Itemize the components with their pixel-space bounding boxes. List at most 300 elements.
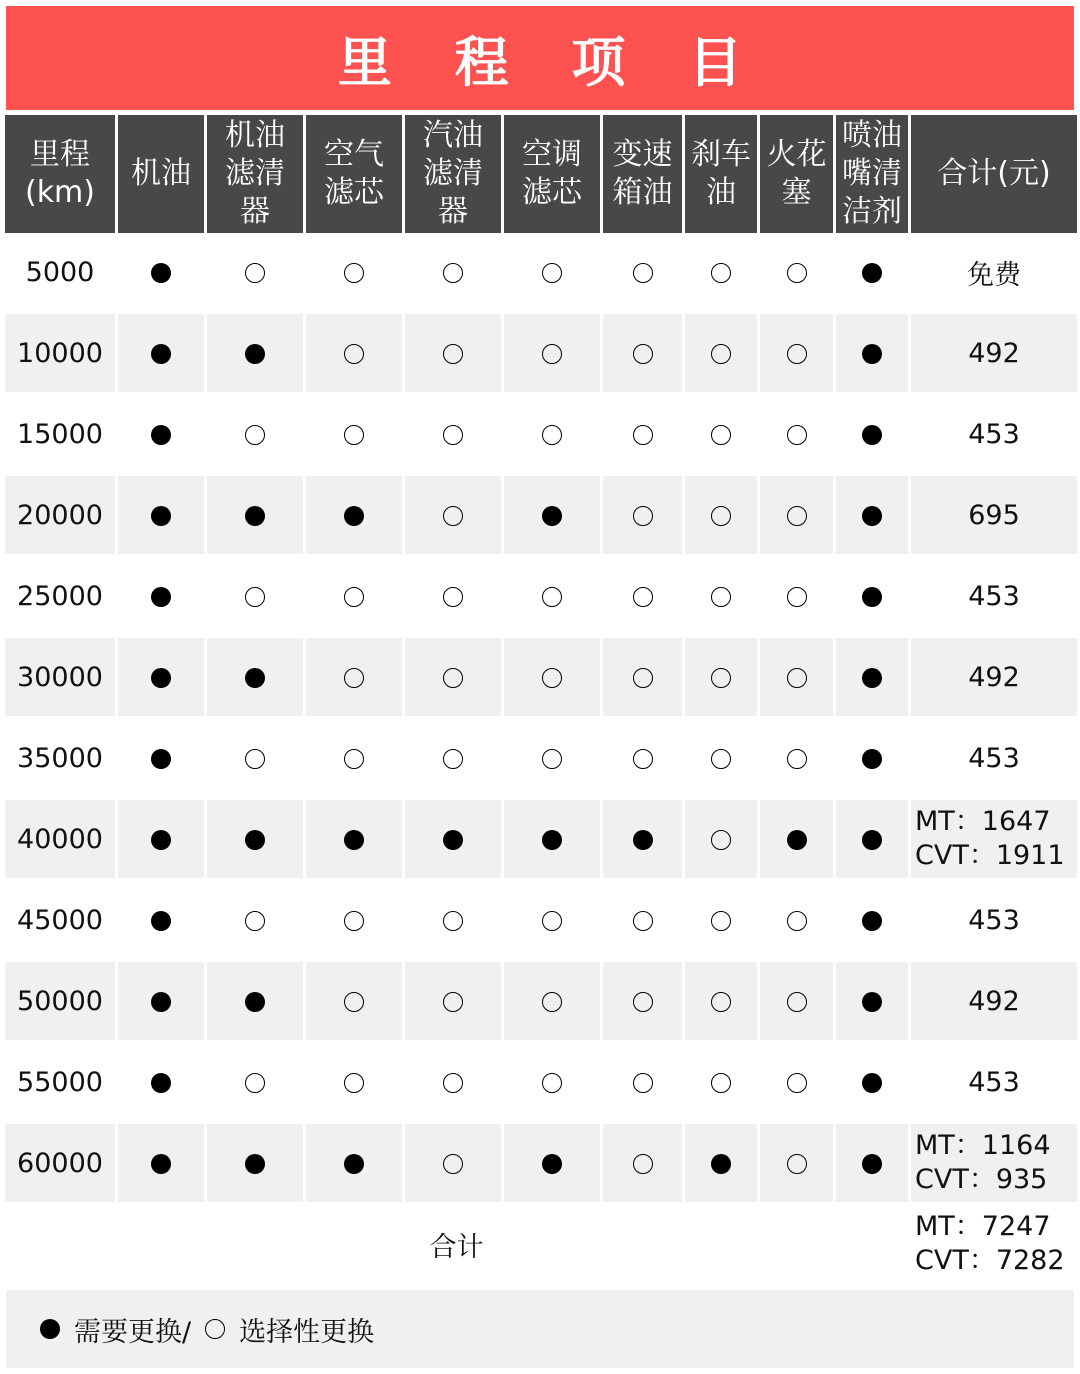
hollow-dot-icon xyxy=(787,506,807,526)
cell-line: 刹车 xyxy=(691,137,751,172)
filled-dot-icon xyxy=(542,506,562,526)
mark-cell xyxy=(118,395,204,473)
hollow-dot-icon xyxy=(711,425,731,445)
cell-line: 滤芯 xyxy=(522,175,582,210)
cost-cell xyxy=(911,1124,1077,1202)
mark-cell xyxy=(405,719,501,797)
hollow-dot-icon xyxy=(245,263,265,283)
mark-cell xyxy=(836,233,908,311)
mark-cell xyxy=(207,557,303,635)
total-row xyxy=(5,1205,1077,1283)
filled-dot-icon xyxy=(542,830,562,850)
mark-cell xyxy=(405,800,501,878)
column-header xyxy=(306,115,402,233)
mark-cell xyxy=(504,881,600,959)
mark-cell xyxy=(306,476,402,554)
mark-cell xyxy=(603,557,682,635)
table-row xyxy=(5,476,1077,554)
hollow-dot-icon xyxy=(633,668,653,688)
hollow-dot-icon xyxy=(787,911,807,931)
cost-cell xyxy=(911,314,1077,392)
legend xyxy=(6,1290,1074,1368)
cell-line: 火花 xyxy=(766,137,827,172)
hollow-dot-icon xyxy=(633,425,653,445)
mark-cell xyxy=(685,557,757,635)
table-row xyxy=(5,638,1077,716)
cost-cell xyxy=(911,233,1077,311)
mark-cell xyxy=(504,557,600,635)
mark-cell xyxy=(603,314,682,392)
column-header xyxy=(118,115,204,233)
filled-dot-icon xyxy=(151,263,171,283)
mark-cell xyxy=(504,395,600,473)
mark-cell xyxy=(207,962,303,1040)
mark-cell xyxy=(603,1043,682,1121)
hollow-dot-icon xyxy=(542,425,562,445)
hollow-dot-icon xyxy=(633,911,653,931)
column-header xyxy=(5,115,115,233)
hollow-dot-icon xyxy=(787,587,807,607)
mark-cell xyxy=(504,233,600,311)
hollow-dot-icon xyxy=(711,992,731,1012)
mark-cell xyxy=(405,881,501,959)
mark-cell xyxy=(405,1043,501,1121)
cell-line: 453 xyxy=(968,904,1020,936)
hollow-dot-icon xyxy=(633,263,653,283)
cost-cell xyxy=(911,395,1077,473)
hollow-dot-icon xyxy=(787,425,807,445)
hollow-dot-icon xyxy=(633,992,653,1012)
filled-dot-icon xyxy=(344,506,364,526)
hollow-dot-icon xyxy=(344,668,364,688)
filled-dot-icon xyxy=(862,1154,882,1174)
hollow-dot-icon xyxy=(542,587,562,607)
filled-dot-icon xyxy=(245,830,265,850)
filled-dot-icon xyxy=(151,992,171,1012)
mark-cell xyxy=(207,719,303,797)
cell-line: 变速 xyxy=(612,137,673,172)
mark-cell xyxy=(118,719,204,797)
mark-cell xyxy=(405,962,501,1040)
mark-cell xyxy=(405,638,501,716)
hollow-dot-icon xyxy=(443,1154,463,1174)
mark-cell xyxy=(760,395,833,473)
hollow-dot-icon xyxy=(245,587,265,607)
cell-line: 汽油 xyxy=(423,118,483,153)
filled-dot-icon xyxy=(151,425,171,445)
mark-cell xyxy=(207,881,303,959)
table-row xyxy=(5,557,1077,635)
mark-cell xyxy=(603,233,682,311)
hollow-dot-icon xyxy=(443,992,463,1012)
mark-cell xyxy=(603,476,682,554)
cell-line: 695 xyxy=(968,499,1020,531)
mark-cell xyxy=(685,1043,757,1121)
total-label: 合计 xyxy=(5,1205,908,1283)
mark-cell xyxy=(685,1124,757,1202)
mark-cell xyxy=(405,1124,501,1202)
mark-cell xyxy=(405,395,501,473)
mark-cell xyxy=(603,719,682,797)
mark-cell xyxy=(405,476,501,554)
cell-line: 453 xyxy=(968,418,1020,450)
mark-cell xyxy=(405,557,501,635)
mark-cell xyxy=(760,1124,833,1202)
mileage-cell: 15000 xyxy=(5,395,115,473)
mark-cell xyxy=(836,1043,908,1121)
mark-cell xyxy=(836,1124,908,1202)
hollow-dot-icon xyxy=(633,344,653,364)
filled-dot-icon xyxy=(151,911,171,931)
cell-line: CVT：7282 xyxy=(915,1245,1065,1276)
mark-cell xyxy=(118,962,204,1040)
filled-dot-icon xyxy=(245,668,265,688)
mark-cell xyxy=(207,233,303,311)
cell-line: 塞 xyxy=(781,175,812,210)
column-header xyxy=(207,115,303,233)
mark-cell xyxy=(118,557,204,635)
page-title: 里 程 项 目 xyxy=(337,30,765,94)
cell-line: 机油 xyxy=(131,156,191,191)
mark-cell xyxy=(306,800,402,878)
mark-cell xyxy=(405,233,501,311)
hollow-dot-icon xyxy=(344,425,364,445)
table-row xyxy=(5,1124,1077,1202)
mark-cell xyxy=(685,314,757,392)
mileage-cell: 10000 xyxy=(5,314,115,392)
mark-cell xyxy=(306,1124,402,1202)
hollow-dot-icon xyxy=(711,1073,731,1093)
mark-cell xyxy=(306,233,402,311)
mark-cell xyxy=(118,1043,204,1121)
hollow-dot-icon xyxy=(542,992,562,1012)
filled-dot-icon xyxy=(862,587,882,607)
cell-line: 嘴清 xyxy=(842,156,902,191)
hollow-dot-icon xyxy=(633,1073,653,1093)
cell-line: 器 xyxy=(438,194,468,229)
filled-dot-icon xyxy=(633,830,653,850)
cell-line: 空调 xyxy=(522,137,582,172)
table-row xyxy=(5,233,1077,311)
cell-line: 油 xyxy=(706,175,736,210)
filled-dot-icon xyxy=(151,668,171,688)
cell-line: 滤芯 xyxy=(324,175,384,210)
filled-dot-icon xyxy=(344,830,364,850)
mark-cell xyxy=(836,314,908,392)
hollow-dot-icon xyxy=(711,587,731,607)
legend-optional-label: 选择性更换 xyxy=(239,1316,375,1348)
column-header xyxy=(760,115,833,233)
hollow-dot-icon xyxy=(633,749,653,769)
hollow-dot-icon xyxy=(711,263,731,283)
hollow-dot-icon xyxy=(205,1319,225,1339)
hollow-dot-icon xyxy=(245,911,265,931)
hollow-dot-icon xyxy=(542,749,562,769)
hollow-dot-icon xyxy=(542,668,562,688)
filled-dot-icon xyxy=(862,830,882,850)
hollow-dot-icon xyxy=(787,1154,807,1174)
mileage-cell: 55000 xyxy=(5,1043,115,1121)
filled-dot-icon xyxy=(862,911,882,931)
hollow-dot-icon xyxy=(443,506,463,526)
mark-cell xyxy=(760,638,833,716)
mark-cell xyxy=(603,800,682,878)
mark-cell xyxy=(760,314,833,392)
mark-cell xyxy=(603,395,682,473)
cell-line: 洁剂 xyxy=(842,194,902,229)
column-header xyxy=(603,115,682,233)
mark-cell xyxy=(685,395,757,473)
cell-line: 453 xyxy=(968,742,1020,774)
filled-dot-icon xyxy=(862,992,882,1012)
hollow-dot-icon xyxy=(443,749,463,769)
hollow-dot-icon xyxy=(711,344,731,364)
maintenance-table xyxy=(2,115,1080,1283)
mark-cell xyxy=(685,800,757,878)
mileage-cell: 60000 xyxy=(5,1124,115,1202)
filled-dot-icon xyxy=(151,1073,171,1093)
filled-dot-icon xyxy=(787,830,807,850)
cost-cell xyxy=(911,881,1077,959)
table-row xyxy=(5,962,1077,1040)
mark-cell xyxy=(118,881,204,959)
table-row xyxy=(5,395,1077,473)
table-header-row xyxy=(5,115,1077,233)
mark-cell xyxy=(685,233,757,311)
filled-dot-icon xyxy=(862,668,882,688)
mark-cell xyxy=(504,314,600,392)
hollow-dot-icon xyxy=(633,506,653,526)
mark-cell xyxy=(118,476,204,554)
mark-cell xyxy=(760,1043,833,1121)
mark-cell xyxy=(405,314,501,392)
hollow-dot-icon xyxy=(542,344,562,364)
hollow-dot-icon xyxy=(542,911,562,931)
hollow-dot-icon xyxy=(787,344,807,364)
hollow-dot-icon xyxy=(711,668,731,688)
mark-cell xyxy=(118,800,204,878)
cell-line: 滤清 xyxy=(225,156,285,191)
total-cost-cell xyxy=(911,1205,1077,1283)
filled-dot-icon xyxy=(245,1154,265,1174)
hollow-dot-icon xyxy=(542,263,562,283)
mark-cell xyxy=(207,395,303,473)
column-header xyxy=(836,115,908,233)
cell-line: 空气 xyxy=(324,137,384,172)
cell-line: 喷油 xyxy=(842,118,902,153)
hollow-dot-icon xyxy=(344,911,364,931)
cell-line: 里程 xyxy=(30,137,90,172)
cell-line: 机油 xyxy=(225,118,285,153)
filled-dot-icon xyxy=(151,587,171,607)
mark-cell xyxy=(760,962,833,1040)
mark-cell xyxy=(207,638,303,716)
mark-cell xyxy=(685,881,757,959)
mileage-cell: 20000 xyxy=(5,476,115,554)
cell-line: 492 xyxy=(968,985,1020,1017)
mark-cell xyxy=(118,1124,204,1202)
mark-cell xyxy=(760,719,833,797)
mark-cell xyxy=(504,638,600,716)
filled-dot-icon xyxy=(862,263,882,283)
mark-cell xyxy=(685,638,757,716)
cost-cell xyxy=(911,962,1077,1040)
filled-dot-icon xyxy=(151,1154,171,1174)
mark-cell xyxy=(836,476,908,554)
table-row xyxy=(5,881,1077,959)
hollow-dot-icon xyxy=(443,668,463,688)
mark-cell xyxy=(603,962,682,1040)
mark-cell xyxy=(685,962,757,1040)
cost-cell xyxy=(911,638,1077,716)
mark-cell xyxy=(836,800,908,878)
mark-cell xyxy=(504,1124,600,1202)
mileage-cell: 30000 xyxy=(5,638,115,716)
hollow-dot-icon xyxy=(711,749,731,769)
filled-dot-icon xyxy=(151,830,171,850)
mark-cell xyxy=(504,719,600,797)
mark-cell xyxy=(504,962,600,1040)
mark-cell xyxy=(207,1124,303,1202)
cell-line: 器 xyxy=(240,194,270,229)
filled-dot-icon xyxy=(245,506,265,526)
mark-cell xyxy=(504,1043,600,1121)
table-row xyxy=(5,1043,1077,1121)
cell-line: MT：1647 xyxy=(915,806,1051,837)
table-row xyxy=(5,800,1077,878)
mark-cell xyxy=(603,638,682,716)
mark-cell xyxy=(760,476,833,554)
mark-cell xyxy=(207,314,303,392)
filled-dot-icon xyxy=(862,749,882,769)
filled-dot-icon xyxy=(443,830,463,850)
mark-cell xyxy=(207,800,303,878)
filled-dot-icon xyxy=(151,506,171,526)
mileage-cell: 50000 xyxy=(5,962,115,1040)
filled-dot-icon xyxy=(862,425,882,445)
filled-dot-icon xyxy=(344,1154,364,1174)
cost-cell xyxy=(911,719,1077,797)
hollow-dot-icon xyxy=(787,749,807,769)
column-header xyxy=(405,115,501,233)
column-header xyxy=(504,115,600,233)
mileage-cell: 45000 xyxy=(5,881,115,959)
cell-line: 453 xyxy=(968,580,1020,612)
cell-line: 滤清 xyxy=(423,156,483,191)
hollow-dot-icon xyxy=(443,587,463,607)
mark-cell xyxy=(118,314,204,392)
mark-cell xyxy=(306,1043,402,1121)
cell-line: 箱油 xyxy=(612,175,673,210)
cost-cell xyxy=(911,1043,1077,1121)
cell-line: CVT：935 xyxy=(915,1164,1048,1195)
hollow-dot-icon xyxy=(787,263,807,283)
hollow-dot-icon xyxy=(443,344,463,364)
cost-cell xyxy=(911,476,1077,554)
mark-cell xyxy=(603,1124,682,1202)
hollow-dot-icon xyxy=(711,911,731,931)
filled-dot-icon xyxy=(151,749,171,769)
title-banner xyxy=(6,6,1074,110)
hollow-dot-icon xyxy=(542,1073,562,1093)
cell-line: 合计(元) xyxy=(937,156,1051,191)
column-header xyxy=(685,115,757,233)
hollow-dot-icon xyxy=(245,425,265,445)
mark-cell xyxy=(306,719,402,797)
mark-cell xyxy=(306,314,402,392)
table-row xyxy=(5,719,1077,797)
filled-dot-icon xyxy=(542,1154,562,1174)
mark-cell xyxy=(760,800,833,878)
cell-line: 免费 xyxy=(967,259,1021,291)
filled-dot-icon xyxy=(862,506,882,526)
cell-line: CVT：1911 xyxy=(915,840,1065,871)
mileage-cell: 35000 xyxy=(5,719,115,797)
mark-cell xyxy=(504,800,600,878)
filled-dot-icon xyxy=(862,344,882,364)
mark-cell xyxy=(207,476,303,554)
mark-cell xyxy=(685,719,757,797)
hollow-dot-icon xyxy=(443,263,463,283)
mark-cell xyxy=(760,557,833,635)
cost-cell xyxy=(911,557,1077,635)
hollow-dot-icon xyxy=(344,263,364,283)
mileage-cell: 25000 xyxy=(5,557,115,635)
hollow-dot-icon xyxy=(344,344,364,364)
cell-line: MT：7247 xyxy=(915,1211,1051,1242)
mark-cell xyxy=(306,557,402,635)
cell-line: MT：1164 xyxy=(915,1130,1051,1161)
mark-cell xyxy=(504,476,600,554)
filled-dot-icon xyxy=(40,1319,60,1339)
mark-cell xyxy=(836,719,908,797)
mark-cell xyxy=(836,638,908,716)
hollow-dot-icon xyxy=(344,587,364,607)
filled-dot-icon xyxy=(862,1073,882,1093)
mark-cell xyxy=(836,557,908,635)
hollow-dot-icon xyxy=(633,1154,653,1174)
mark-cell xyxy=(685,476,757,554)
cell-line: (km) xyxy=(24,175,95,210)
hollow-dot-icon xyxy=(443,911,463,931)
hollow-dot-icon xyxy=(245,1073,265,1093)
hollow-dot-icon xyxy=(711,506,731,526)
hollow-dot-icon xyxy=(711,830,731,850)
column-header xyxy=(911,115,1077,233)
mark-cell xyxy=(118,233,204,311)
mark-cell xyxy=(306,638,402,716)
mark-cell xyxy=(207,1043,303,1121)
cell-line: 492 xyxy=(968,337,1020,369)
mileage-cell: 40000 xyxy=(5,800,115,878)
mark-cell xyxy=(836,395,908,473)
mark-cell xyxy=(306,395,402,473)
cell-line: 492 xyxy=(968,661,1020,693)
mark-cell xyxy=(836,881,908,959)
mark-cell xyxy=(603,881,682,959)
mark-cell xyxy=(118,638,204,716)
filled-dot-icon xyxy=(245,344,265,364)
mark-cell xyxy=(836,962,908,1040)
mark-cell xyxy=(306,962,402,1040)
hollow-dot-icon xyxy=(443,1073,463,1093)
filled-dot-icon xyxy=(711,1154,731,1174)
cost-cell xyxy=(911,800,1077,878)
mark-cell xyxy=(760,233,833,311)
cell-line: 453 xyxy=(968,1066,1020,1098)
hollow-dot-icon xyxy=(787,668,807,688)
legend-required-label: 需要更换/ xyxy=(74,1316,192,1348)
